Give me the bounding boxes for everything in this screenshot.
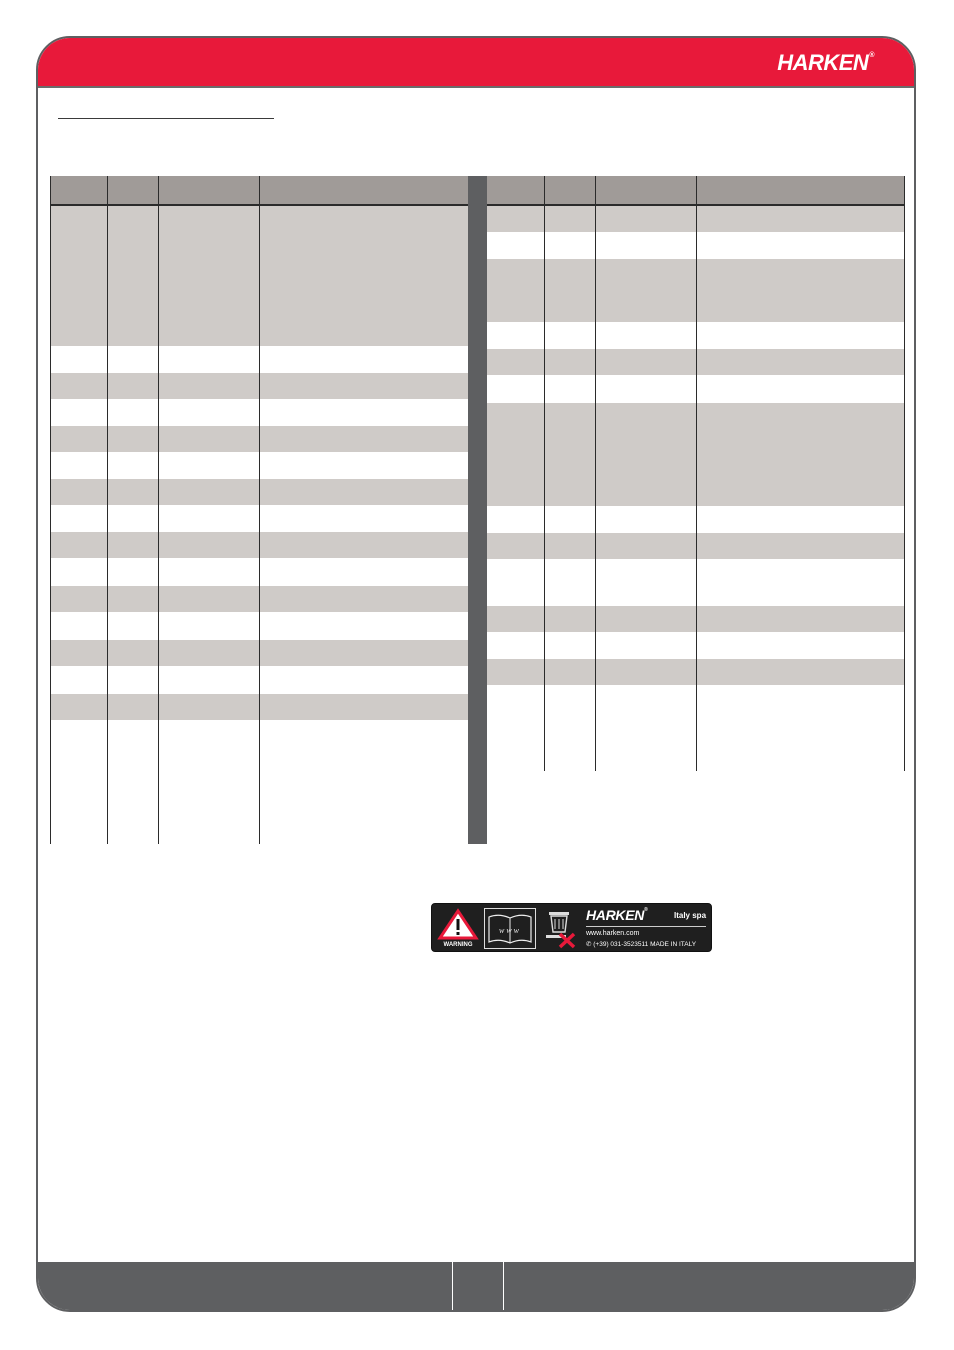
brand-logo	[777, 50, 874, 76]
section-title-underline	[58, 118, 274, 119]
column-divider	[595, 176, 596, 771]
company-suffix: Italy spa	[674, 911, 707, 920]
parts-table-right	[487, 176, 905, 771]
phone-line	[586, 940, 696, 948]
manual-www-text: www	[498, 926, 521, 935]
sticker-brand-name: HARKEN	[586, 907, 645, 923]
table-separator	[468, 176, 487, 844]
brand-registered-mark: ®	[869, 52, 874, 59]
column-divider	[696, 176, 697, 771]
sticker-brand-logo	[586, 907, 647, 923]
column-divider	[158, 176, 159, 844]
warning-panel	[436, 908, 480, 949]
sticker-rule	[586, 926, 706, 927]
website-text: www.harken.com	[586, 930, 640, 937]
column-divider	[107, 176, 108, 844]
footer-band	[38, 1262, 914, 1310]
phone-icon: ✆	[586, 941, 592, 948]
parts-table-left	[50, 176, 468, 844]
manual-book-panel	[484, 908, 536, 949]
brand-name: HARKEN	[777, 50, 869, 75]
warning-sticker	[431, 903, 712, 952]
column-divider	[50, 176, 51, 844]
column-divider	[259, 176, 260, 844]
column-divider	[544, 176, 545, 771]
sticker-registered-mark: ®	[644, 907, 648, 913]
warning-text: WARNING	[443, 942, 473, 948]
page-number-slot	[452, 1262, 504, 1310]
header-band	[38, 38, 914, 88]
column-divider	[904, 176, 905, 771]
phone-text: (+39) 031-3523511 MADE IN ITALY	[593, 941, 697, 948]
no-disposal-panel	[540, 908, 578, 949]
no-disposal-icon	[540, 908, 578, 949]
warning-triangle-icon	[436, 908, 480, 940]
